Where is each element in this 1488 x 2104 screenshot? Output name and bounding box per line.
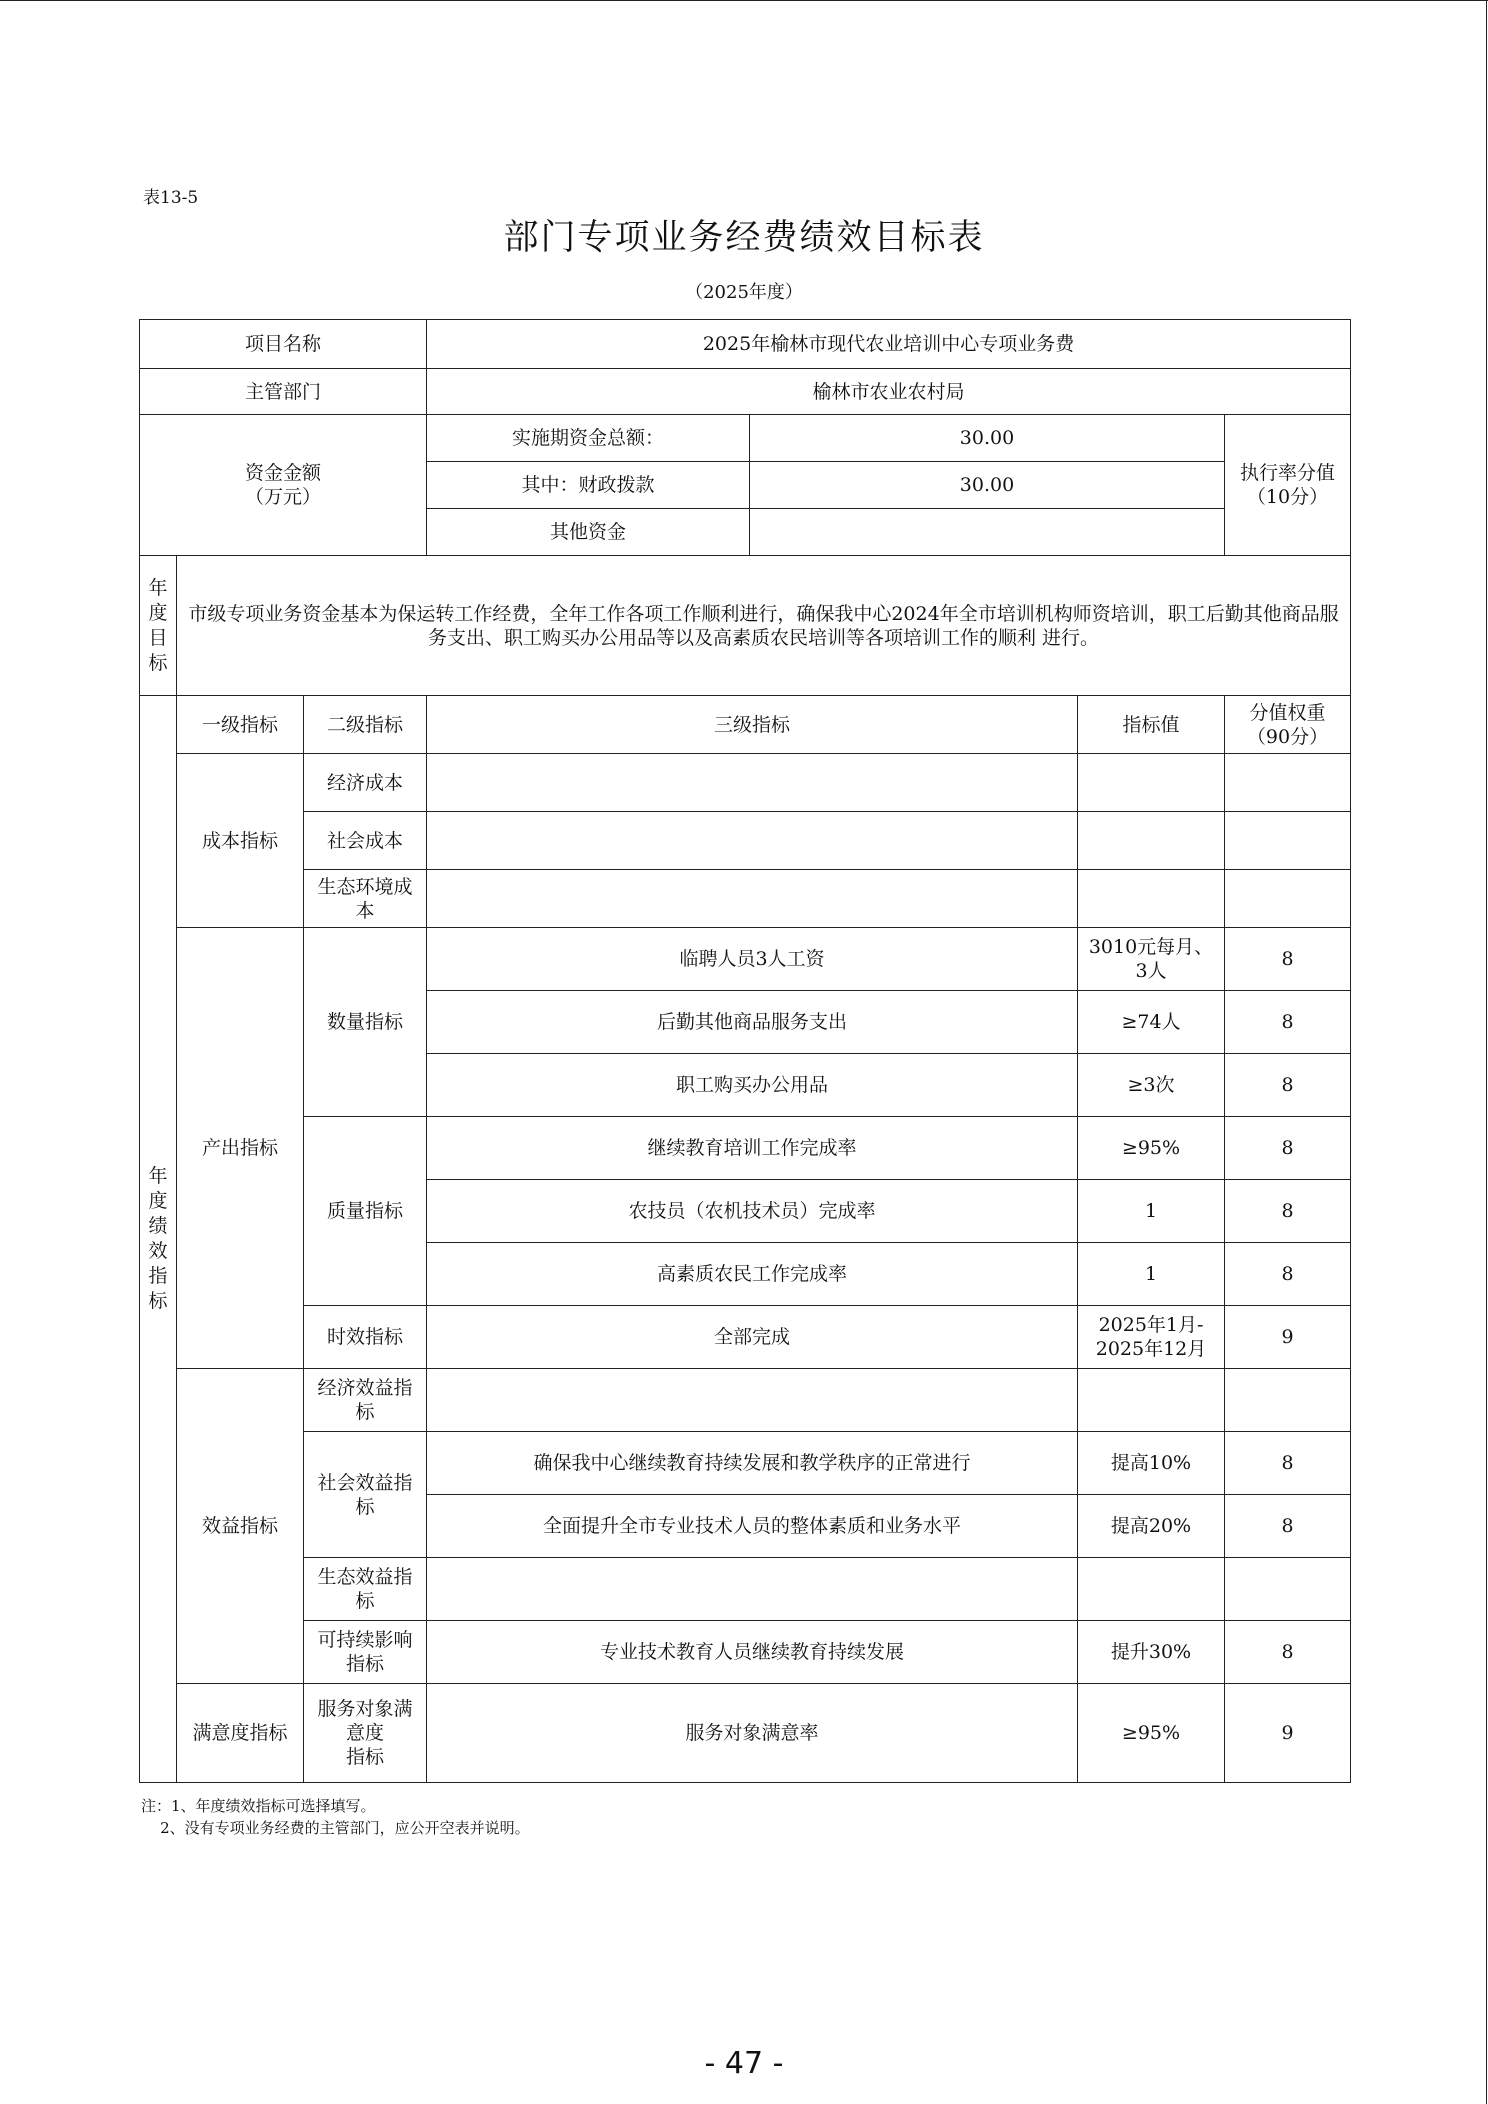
value-cell: 2025年1月- 2025年12月 <box>1078 1306 1225 1369</box>
level2-cell: 经济成本 <box>304 754 427 812</box>
dept-value: 榆林市农业农村局 <box>427 369 1351 415</box>
level3-cell <box>427 870 1078 928</box>
dept-row <box>140 369 1351 415</box>
level3-cell: 临聘人员3人工资 <box>427 928 1078 991</box>
table-row <box>140 754 1351 812</box>
table-row <box>140 1558 1351 1621</box>
weight-cell: 9 <box>1225 1306 1351 1369</box>
col-level2-header: 二级指标 <box>304 696 427 754</box>
weight-cell: 8 <box>1225 1117 1351 1180</box>
weight-cell <box>1225 870 1351 928</box>
annual-goal-text: 市级专项业务资金基本为保运转工作经费，全年工作各项工作顺利进行，确保我中心2024年全市培训机构师资培训，职工后勤其他商品服务支出、职工购买办公用品等以及高素质农民培训等各项培训工作的顺利 进行。 <box>177 556 1351 696</box>
level3-cell <box>427 812 1078 870</box>
weight-cell <box>1225 812 1351 870</box>
footnotes <box>141 1795 530 1839</box>
level3-cell: 高素质农民工作完成率 <box>427 1243 1078 1306</box>
other-funds-label: 其他资金 <box>427 509 750 556</box>
weight-cell: 8 <box>1225 928 1351 991</box>
level3-cell: 全面提升全市专业技术人员的整体素质和业务水平 <box>427 1495 1078 1558</box>
fiscal-year: （2025年度） <box>685 282 803 303</box>
weight-cell: 8 <box>1225 1054 1351 1117</box>
level3-cell <box>427 1558 1078 1621</box>
benefit-indicator-label: 效益指标 <box>177 1369 304 1684</box>
other-funds-value <box>750 509 1225 556</box>
value-cell <box>1078 1558 1225 1621</box>
table-row <box>140 1432 1351 1495</box>
level3-cell <box>427 1369 1078 1432</box>
cost-indicator-label: 成本指标 <box>177 754 304 928</box>
level3-cell: 专业技术教育人员继续教育持续发展 <box>427 1621 1078 1684</box>
page-number: - 47 - <box>704 2046 784 2081</box>
weight-cell <box>1225 754 1351 812</box>
level2-cell: 生态环境成本 <box>304 870 427 928</box>
col-level3-header: 三级指标 <box>427 696 1078 754</box>
value-cell: 3010元每月、3人 <box>1078 928 1225 991</box>
weight-cell: 8 <box>1225 1495 1351 1558</box>
col-value-header: 指标值 <box>1078 696 1225 754</box>
sustain-impact-label: 可持续影响指标 <box>304 1621 427 1684</box>
value-cell: 提高20% <box>1078 1495 1225 1558</box>
annual-goal-row <box>140 556 1351 696</box>
footnote-1: 注：1、年度绩效指标可选择填写。 <box>141 1797 376 1815</box>
level3-cell: 继续教育培训工作完成率 <box>427 1117 1078 1180</box>
weight-cell <box>1225 1369 1351 1432</box>
table-row <box>140 1306 1351 1369</box>
funds-label: 资金金额 （万元） <box>140 415 427 556</box>
level3-cell: 服务对象满意率 <box>427 1684 1078 1783</box>
value-cell <box>1078 812 1225 870</box>
level3-cell <box>427 754 1078 812</box>
level3-cell: 后勤其他商品服务支出 <box>427 991 1078 1054</box>
table-row <box>140 928 1351 991</box>
social-benefit-label: 社会效益指标 <box>304 1432 427 1558</box>
weight-cell: 9 <box>1225 1684 1351 1783</box>
performance-target-table <box>139 319 1351 1783</box>
weight-cell: 8 <box>1225 1621 1351 1684</box>
output-indicator-label: 产出指标 <box>177 928 304 1369</box>
col-level1-header: 一级指标 <box>177 696 304 754</box>
weight-cell: 8 <box>1225 1432 1351 1495</box>
weight-cell: 8 <box>1225 991 1351 1054</box>
eco-benefit-label: 生态效益指标 <box>304 1558 427 1621</box>
value-cell: 提升30% <box>1078 1621 1225 1684</box>
project-name-value: 2025年榆林市现代农业培训中心专项业务费 <box>427 320 1351 369</box>
value-cell: ≥95% <box>1078 1684 1225 1783</box>
annual-goal-label: 年度目标 <box>140 556 177 696</box>
table-row <box>140 1369 1351 1432</box>
fiscal-funds-label: 其中：财政拨款 <box>427 462 750 509</box>
dept-label: 主管部门 <box>140 369 427 415</box>
indicator-header-row <box>140 696 1351 754</box>
value-cell <box>1078 1369 1225 1432</box>
col-weight-header: 分值权重 （90分） <box>1225 696 1351 754</box>
satisfaction-level2-label: 服务对象满意度 指标 <box>304 1684 427 1783</box>
table-row <box>140 1117 1351 1180</box>
level3-cell: 确保我中心继续教育持续发展和教学秩序的正常进行 <box>427 1432 1078 1495</box>
project-name-row <box>140 320 1351 369</box>
value-cell: 提高10% <box>1078 1432 1225 1495</box>
satisfaction-indicator-label: 满意度指标 <box>177 1684 304 1783</box>
total-funds-value: 30.00 <box>750 415 1225 462</box>
level3-cell: 全部完成 <box>427 1306 1078 1369</box>
quantity-indicator-label: 数量指标 <box>304 928 427 1117</box>
fiscal-funds-value: 30.00 <box>750 462 1225 509</box>
weight-cell <box>1225 1558 1351 1621</box>
total-funds-label: 实施期资金总额： <box>427 415 750 462</box>
level2-cell: 社会成本 <box>304 812 427 870</box>
project-name-label: 项目名称 <box>140 320 427 369</box>
quality-indicator-label: 质量指标 <box>304 1117 427 1306</box>
table-row <box>140 870 1351 928</box>
table-row <box>140 812 1351 870</box>
top-border-line <box>0 0 1488 1</box>
value-cell <box>1078 870 1225 928</box>
value-cell: ≥95% <box>1078 1117 1225 1180</box>
economic-benefit-label: 经济效益指标 <box>304 1369 427 1432</box>
level3-cell: 农技员（农机技术员）完成率 <box>427 1180 1078 1243</box>
execution-rate-label: 执行率分值 （10分） <box>1225 415 1351 556</box>
footnote-2: 2、没有专项业务经费的主管部门，应公开空表并说明。 <box>141 1819 530 1837</box>
right-border-line <box>1486 0 1487 2104</box>
value-cell: 1 <box>1078 1243 1225 1306</box>
weight-cell: 8 <box>1225 1243 1351 1306</box>
weight-cell: 8 <box>1225 1180 1351 1243</box>
table-row <box>140 1684 1351 1783</box>
level3-cell: 职工购买办公用品 <box>427 1054 1078 1117</box>
table-number: 表13-5 <box>143 188 199 208</box>
value-cell <box>1078 754 1225 812</box>
value-cell: ≥74人 <box>1078 991 1225 1054</box>
value-cell: 1 <box>1078 1180 1225 1243</box>
time-indicator-label: 时效指标 <box>304 1306 427 1369</box>
value-cell: ≥3次 <box>1078 1054 1225 1117</box>
funds-total-row <box>140 415 1351 462</box>
page-title: 部门专项业务经费绩效目标表 <box>503 218 985 258</box>
table-row <box>140 1621 1351 1684</box>
indicators-section-label: 年度绩效指标 <box>140 696 177 1783</box>
